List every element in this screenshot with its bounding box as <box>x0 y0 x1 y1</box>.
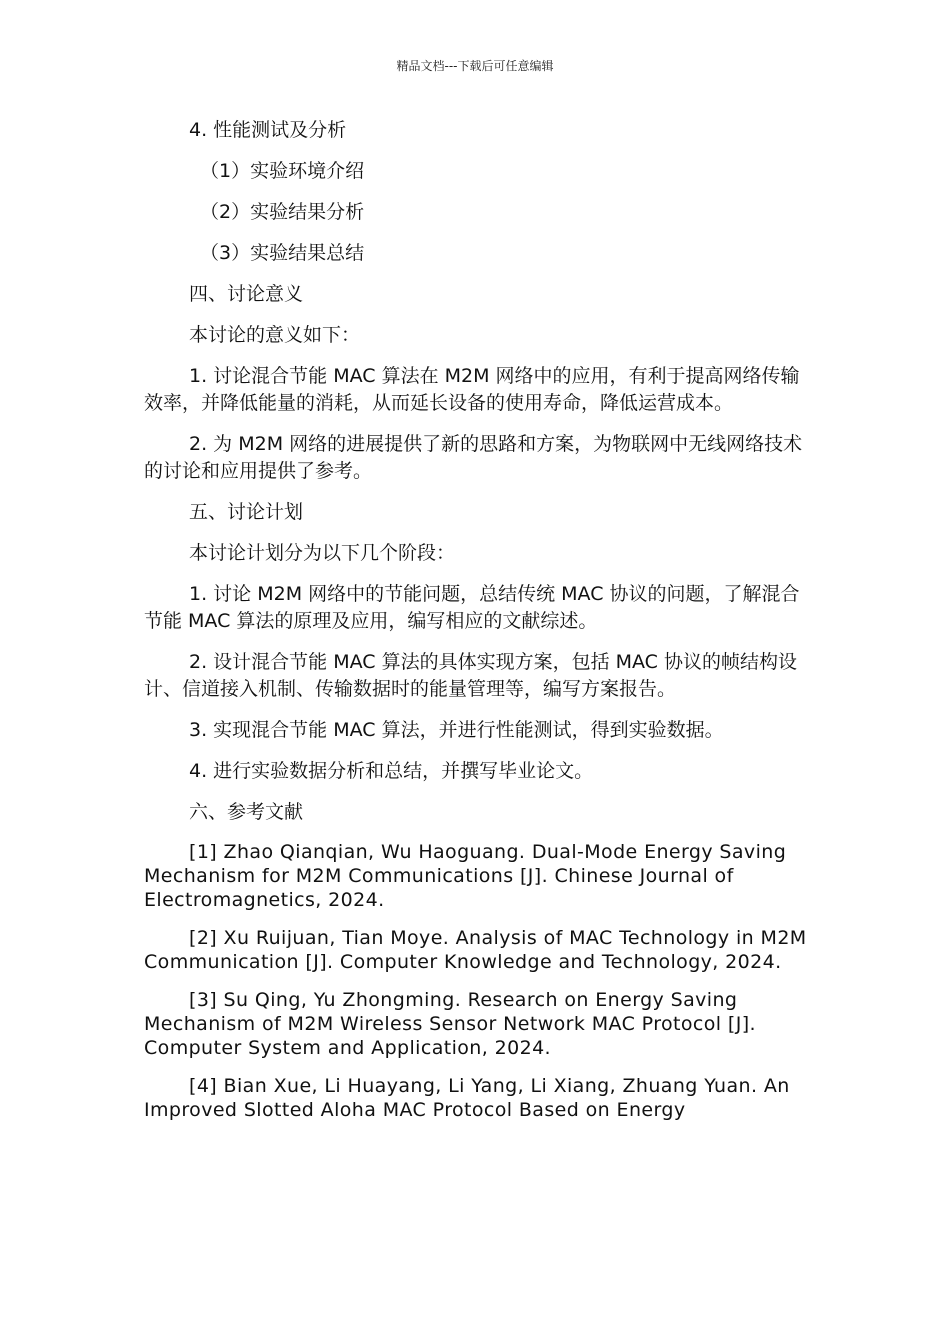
section-heading-significance: 四、讨论意义 <box>189 283 304 305</box>
significance-intro: 本讨论的意义如下： <box>189 324 361 346</box>
section-heading-references: 六、参考文献 <box>189 801 304 823</box>
subitem-result-summary: （3）实验结果总结 <box>200 242 365 264</box>
plan-intro: 本讨论计划分为以下几个阶段： <box>189 542 456 564</box>
significance-item-2: 2. 为 M2M 网络的进展提供了新的思路和方案，为物联网中无线网络技术的讨论和应用提供了参考。 <box>144 433 803 482</box>
significance-item-1: 1. 讨论混合节能 MAC 算法在 M2M 网络中的应用，有利于提高网络传输效率，并降低能量的消耗，从而延长设备的使用寿命，降低运营成本。 <box>144 365 800 414</box>
plan-item-2: 2. 设计混合节能 MAC 算法的具体实现方案，包括 MAC 协议的帧结构设计、信道接入机制、传输数据时的能量管理等，编写方案报告。 <box>144 651 797 700</box>
reference-2: [2] Xu Ruijuan, Tian Moye. Analysis of MAC Technology in M2M Communication [J]. Computer Knowledge and Technology, 2024. <box>144 927 807 973</box>
document-body <box>144 117 809 1136</box>
plan-item-1: 1. 讨论 M2M 网络中的节能问题，总结传统 MAC 协议的问题，了解混合节能 MAC 算法的原理及应用，编写相应的文献综述。 <box>144 583 800 632</box>
plan-item-3: 3. 实现混合节能 MAC 算法，并进行性能测试，得到实验数据。 <box>189 719 724 741</box>
section-heading-plan: 五、讨论计划 <box>189 501 304 523</box>
subitem-result-analysis: （2）实验结果分析 <box>200 201 365 223</box>
reference-4: [4] Bian Xue, Li Huayang, Li Yang, Li Xiang, Zhuang Yuan. An Improved Slotted Aloha MAC Protocol Based on Energy <box>144 1075 790 1121</box>
section-heading-performance-test: 4. 性能测试及分析 <box>189 119 347 141</box>
reference-1: [1] Zhao Qianqian, Wu Haoguang. Dual-Mode Energy Saving Mechanism for M2M Communications [J]. Chinese Journal of Electromagnetics, 2024. <box>144 841 787 911</box>
plan-item-4: 4. 进行实验数据分析和总结，并撰写毕业论文。 <box>189 760 594 782</box>
reference-3: [3] Su Qing, Yu Zhongming. Research on Energy Saving Mechanism of M2M Wireless Sensor Network MAC Protocol [J]. Computer System and Application, 2024. <box>144 989 756 1059</box>
subitem-experiment-environment: （1）实验环境介绍 <box>200 160 365 182</box>
page-header: 精品文档---下载后可任意编辑 <box>396 59 554 73</box>
